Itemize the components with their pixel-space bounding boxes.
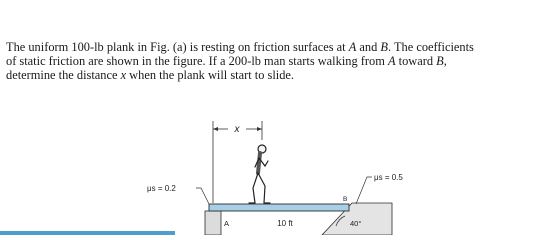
x-dimension-label: x — [234, 124, 240, 135]
variable-x: x — [120, 68, 127, 83]
problem-text-part: when the plank will start to slide. — [126, 68, 295, 83]
point-a-ref: A — [348, 40, 357, 54]
problem-text-part: . The coefficients of static friction are shown in the figure. If a 200-lb man starts walking from — [6, 40, 474, 69]
point-b-label: B — [343, 196, 348, 203]
point-a-ref: A — [387, 54, 396, 69]
plank-figure — [0, 118, 560, 235]
problem-text-part: The uniform 100-lb plank in Fig. (a) is resting on friction surfaces at — [6, 40, 349, 54]
problem-text — [6, 40, 486, 83]
ground-accent-strip — [0, 231, 175, 235]
point-a-label: A — [224, 219, 230, 228]
mu-a-leader — [196, 188, 209, 204]
problem-text-part: toward — [395, 54, 437, 69]
angle-label: 40° — [350, 219, 362, 228]
problem-text-part: , determine the distance — [6, 54, 447, 83]
man-figure — [249, 145, 270, 203]
mu-b-label: μs = 0.5 — [374, 173, 403, 182]
left-support — [205, 211, 221, 235]
point-b-ref: B — [436, 54, 444, 69]
plank-length-label: 10 ft — [277, 219, 293, 228]
problem-statement — [6, 40, 486, 83]
problem-text-part: and — [356, 40, 381, 54]
mu-a-label: μs = 0.2 — [147, 184, 176, 193]
mu-b-leader — [356, 177, 372, 204]
point-b-ref: B — [380, 40, 388, 54]
plank — [209, 204, 349, 211]
